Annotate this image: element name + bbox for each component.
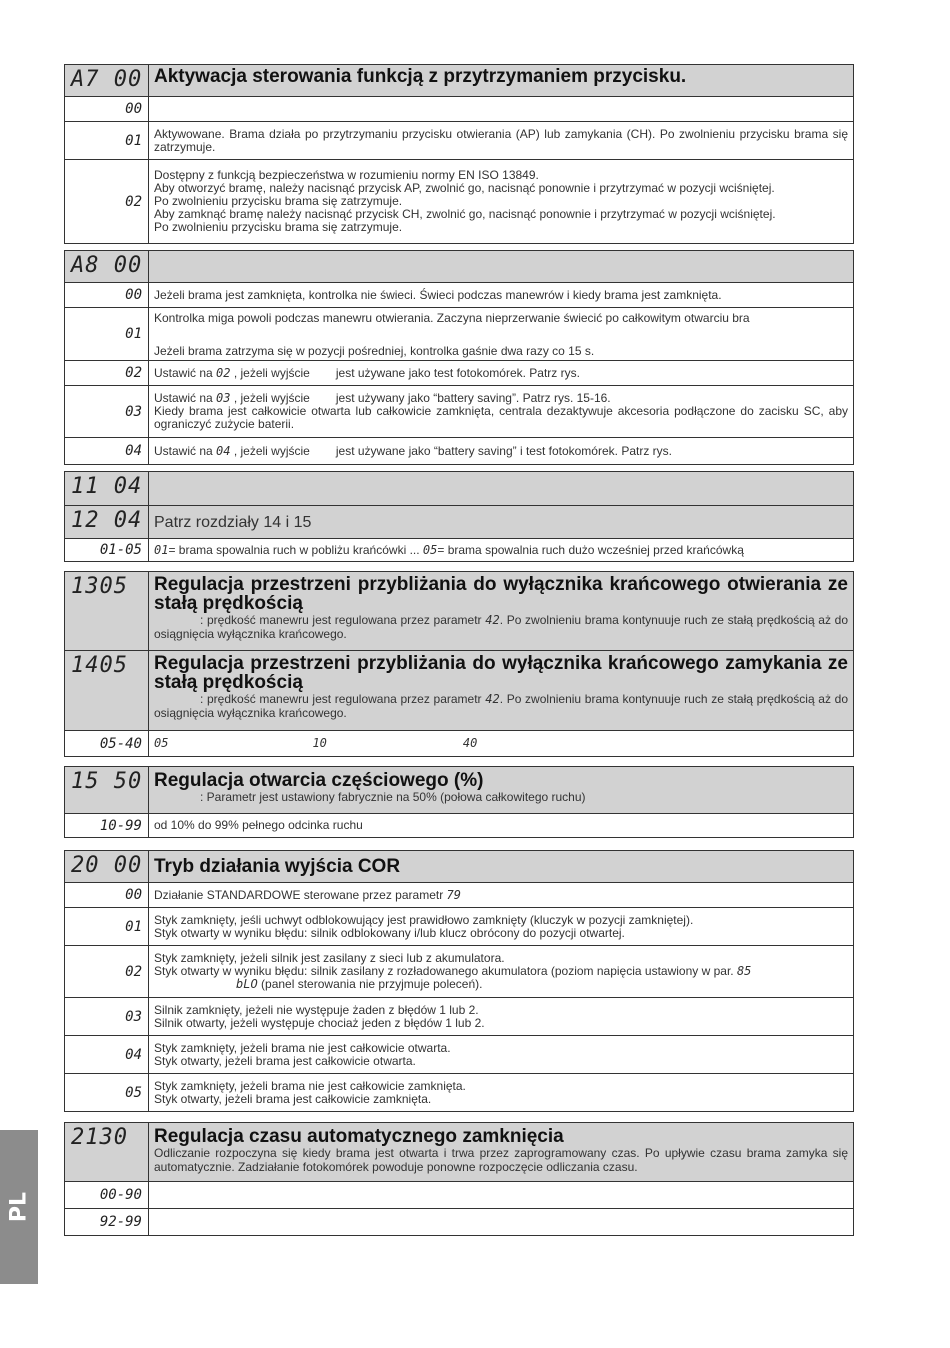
option-code: 03 bbox=[65, 386, 149, 437]
param-code: 12 04 bbox=[65, 506, 149, 538]
option-code: 04 bbox=[65, 1036, 149, 1073]
table-row bbox=[65, 121, 853, 159]
param-title: Tryb działania wyjścia COR bbox=[154, 856, 401, 877]
param-title: Regulacja czasu automatycznego zamknięcia bbox=[154, 1126, 564, 1147]
param-code: 2130 bbox=[65, 1123, 149, 1181]
table-row bbox=[65, 1073, 853, 1111]
param-21-header: 2130 Regulacja czasu automatycznego zamknięcia Odliczanie rozpoczyna się kiedy brama jest otwarta i trwa przez zaprogramowany czas. Po upływie czasu brama zamyka się automatycznie. Zadziałanie fotokomórek powoduje ponowne rozpoczęcie odliczania czasu. bbox=[65, 1123, 853, 1181]
table-row bbox=[65, 96, 853, 121]
option-text: Aktywowane. Brama działa po przytrzymaniu przycisku otwierania (AP) lub zamykania (CH). Po zwolnieniu przycisku brama się zatrzymuje. bbox=[154, 126, 848, 154]
table-row bbox=[65, 159, 853, 243]
param-title: Regulacja otwarcia częściowego (%) bbox=[154, 770, 484, 791]
option-text bbox=[149, 97, 853, 121]
option-code: 02 bbox=[65, 361, 149, 385]
param-a8-block bbox=[64, 250, 854, 465]
option-code: 01 bbox=[65, 908, 149, 945]
option-text: Kontrolka miga powoli podczas manewru otwierania. Zaczyna nieprzerwanie świecić po całkowitym otwarciu bra Jeżeli brama zatrzyma się w pozycji pośredniej, kontrolka gaśnie dwa razy co 15 s. bbox=[154, 312, 750, 358]
param-20-block bbox=[64, 850, 854, 1112]
option-text: Jeżeli brama jest zamknięta, kontrolka nie świeci. Świeci podczas manewrów i kiedy brama jest zamknięta. bbox=[154, 287, 722, 302]
table-row bbox=[65, 1181, 853, 1208]
option-text: Dostępny z funkcją bezpieczeństwa w rozumieniu normy EN ISO 13849. Aby otworzyć bramę, należy nacisnąć przycisk AP, zwolnić go, nacisnąć ponownie i przytrzymać w pozycji wciśniętej. Po zwolnieniu przycisku brama się zatrzymuje. Aby zamknąć bramę należy nacisnąć przycisk CH, zwolnić go, nacisnąć ponownie i przytrzymać w pozycji wciśniętej. Po zwolnieniu przycisku brama się zatrzymuje. bbox=[154, 168, 776, 234]
param-13-header: 1305 Regulacja przestrzeni przybliżania do wyłącznika krańcowego otwierania ze stałą prędkością : prędkość manewru jest regulowana przez parametr 42. Po zwolnieniu brama kontynuuje ruch ze stałą prędkością aż do osiągnięcia wyłącznika krańcowego. bbox=[65, 572, 853, 650]
param-a7-block bbox=[64, 64, 854, 244]
param-15-block bbox=[64, 766, 854, 838]
option-code: 05-40 bbox=[65, 731, 149, 756]
option-code: 02 bbox=[65, 160, 149, 243]
param-code: A7 00 bbox=[65, 65, 149, 96]
param-13-14-block bbox=[64, 571, 854, 757]
param-title: Regulacja przestrzeni przybliżania do wyłącznika krańcowego otwierania ze stałą prędkością bbox=[154, 574, 848, 614]
table-row bbox=[65, 307, 853, 360]
table-row bbox=[65, 1208, 853, 1235]
option-code: 00 bbox=[65, 283, 149, 307]
param-title: Aktywacja sterowania funkcją z przytrzymaniem przycisku. bbox=[154, 66, 687, 87]
option-code: 01-05 bbox=[65, 539, 149, 561]
param-14-header: 1405 Regulacja przestrzeni przybliżania do wyłącznika krańcowego zamykania ze stałą prędkością : prędkość manewru jest regulowana przez parametr 42. Po zwolnieniu brama kontynuuje ruch ze stałą prędkością aż do osiągnięcia wyłącznika krańcowego. bbox=[65, 650, 853, 730]
option-code: 04 bbox=[65, 438, 149, 464]
option-code: 00-90 bbox=[65, 1182, 149, 1208]
option-code: 00 bbox=[65, 97, 149, 121]
option-text: od 10% do 99% pełnego odcinka ruchu bbox=[154, 818, 363, 832]
option-text: Ustawić na 03 , jeżeli wyjście jest używany jako “battery saving”. Patrz rys. 15-16. Kiedy brama jest całkowicie otwarta lub całkowicie zamknięta, centrala dezaktywuje akcesoria podłączone do zacisku SC, aby ograniczyć zużycie baterii. bbox=[154, 391, 848, 431]
param-a8-header bbox=[65, 251, 853, 282]
table-row bbox=[65, 730, 853, 756]
param-a7-header bbox=[65, 65, 853, 96]
option-text: Silnik zamknięty, jeżeli nie występuje żaden z błędów 1 lub 2. Silnik otwarty, jeżeli występuje chociaż jeden z błędów 1 lub 2. bbox=[154, 1002, 485, 1030]
param-title: Patrz rozdziały 14 i 15 bbox=[154, 513, 312, 531]
option-text: Styk zamknięty, jeżeli brama nie jest całkowicie zamknięta. Styk otwarty, jeżeli brama jest całkowicie zamknięta. bbox=[154, 1078, 466, 1106]
option-code: 92-99 bbox=[65, 1209, 149, 1235]
param-12-header bbox=[65, 505, 853, 538]
table-row bbox=[65, 882, 853, 907]
option-code: 05 bbox=[65, 1074, 149, 1111]
param-code: A8 00 bbox=[65, 251, 149, 282]
param-title: Regulacja przestrzeni przybliżania do wyłącznika krańcowego zamykania ze stałą prędkością bbox=[154, 653, 848, 693]
option-text: 01= brama spowalnia ruch w pobliżu krańcówki ... 05= brama spowalnia ruch dużo wcześniej przed krańcówką bbox=[154, 542, 744, 557]
option-text: Działanie STANDARDOWE sterowane przez parametr 79 bbox=[154, 887, 461, 902]
table-row bbox=[65, 1035, 853, 1073]
table-row bbox=[65, 813, 853, 837]
param-code: 1305 bbox=[65, 572, 149, 650]
param-11-12-block bbox=[64, 471, 854, 562]
option-text: Ustawić na 02 , jeżeli wyjście jest używane jako test fotokomórek. Patrz rys. bbox=[154, 365, 580, 380]
option-text: Styk zamknięty, jeśli uchwyt odblokowujący jest prawidłowo zamknięty (kluczyk w pozycji zamkniętej). Styk otwarty w wyniku błędu: silnik odblokowany i/lub klucz obrócony do pozycji otwartej. bbox=[154, 912, 694, 940]
option-text: Styk zamknięty, jeżeli brama nie jest całkowicie otwarta. Styk otwarty, jeżeli brama jest całkowicie otwarta. bbox=[154, 1040, 451, 1068]
table-row bbox=[65, 538, 853, 561]
param-15-header: 15 50 Regulacja otwarcia częściowego (%) : Parametr jest ustawiony fabrycznie na 50% (połowa całkowitego ruchu) bbox=[65, 767, 853, 813]
table-row bbox=[65, 907, 853, 945]
param-code: 15 50 bbox=[65, 767, 149, 813]
param-code: 11 04 bbox=[65, 472, 149, 505]
table-row bbox=[65, 360, 853, 385]
table-row bbox=[65, 282, 853, 307]
param-20-header bbox=[65, 851, 853, 882]
language-side-tab: PL bbox=[0, 1130, 38, 1284]
param-21-block bbox=[64, 1122, 854, 1236]
option-text: 05 10 40 bbox=[154, 736, 478, 750]
table-row bbox=[65, 997, 853, 1035]
param-code: 1405 bbox=[65, 651, 149, 730]
table-row bbox=[65, 437, 853, 464]
option-code: 10-99 bbox=[65, 814, 149, 837]
table-row bbox=[65, 945, 853, 997]
param-code: 20 00 bbox=[65, 851, 149, 882]
table-row bbox=[65, 385, 853, 437]
option-code: 03 bbox=[65, 998, 149, 1035]
option-code: 02 bbox=[65, 946, 149, 997]
option-code: 00 bbox=[65, 883, 149, 907]
option-text: Styk zamknięty, jeżeli silnik jest zasilany z sieci lub z akumulatora. Styk otwarty w wyniku błędu: silnik zasilany z rozładowanego akumulatora (poziom napięcia ustawiony w par. 85 bLO (panel sterowania nie przyjmuje poleceń). bbox=[154, 951, 752, 991]
option-code: 01 bbox=[65, 308, 149, 360]
param-11-header bbox=[65, 472, 853, 505]
option-code: 01 bbox=[65, 122, 149, 159]
option-text: Ustawić na 04 , jeżeli wyjście jest używane jako “battery saving” i test fotokomórek. Patrz rys. bbox=[154, 443, 672, 458]
